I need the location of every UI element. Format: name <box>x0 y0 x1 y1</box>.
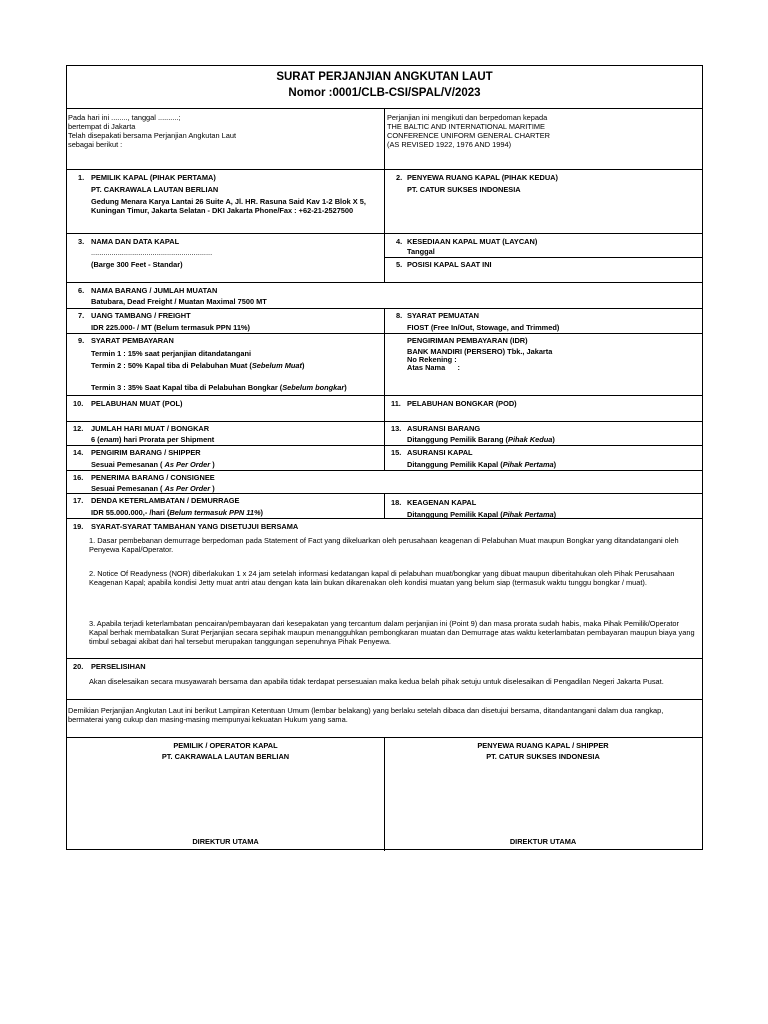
intro-right-2: THE BALTIC AND INTERNATIONAL MARITIME <box>387 122 545 131</box>
item-3-dots: ........................................................... <box>91 248 213 257</box>
item-1-label: PEMILIK KAPAL (PIHAK PERTAMA) <box>91 173 216 182</box>
item-18-value: Ditanggung Pemilik Kapal (Pihak Pertama) <box>407 510 557 519</box>
item-13-label: ASURANSI BARANG <box>407 424 481 433</box>
item-9-label: SYARAT PEMBAYARAN <box>91 336 174 345</box>
item-8-number: 8. <box>396 311 403 320</box>
document-number: Nomor :0001/CLB-CSI/SPAL/V/2023 <box>288 87 481 99</box>
row-parties <box>67 170 702 234</box>
item-20-number: 20. <box>73 662 84 671</box>
item-15-value: Ditanggung Pemilik Kapal (Pihak Pertama) <box>407 460 557 469</box>
row-additional-terms <box>67 519 702 659</box>
signature-row <box>67 738 702 851</box>
item-7-value: IDR 225.000- / MT (Belum termasuk PPN 11%) <box>91 323 250 332</box>
item-15-label: ASURANSI KAPAL <box>407 448 473 457</box>
item-1-company: PT. CAKRAWALA LAUTAN BERLIAN <box>91 185 219 194</box>
signature-left-company: PT. CAKRAWALA LAUTAN BERLIAN <box>161 752 290 761</box>
item-20-label: PERSELISIHAN <box>91 662 146 671</box>
row-shipper <box>67 446 702 471</box>
item-7-label: UANG TAMBANG / FREIGHT <box>91 311 191 320</box>
term-3: Termin 3 : 35% Saat Kapal tiba di Pelabuhan Bongkar (Sebelum bongkar) <box>91 383 347 392</box>
term-paragraph-2: 2. Notice Of Readyness (NOR) diberlakukan 1 x 24 jam setelah informasi kedatangan kapal di pelabuhan muat/bongkar yang dibuat maupun diberitahukan oleh Pihak Perusahaan Keagenan Kapal; apabila kondisi Jetty muat antri atau dengan kata lain bukan dikarenakan oleh kondisi muatan yang belum siap (termasuk waktu tunggu bongkar / muat). <box>89 569 675 587</box>
item-4-label: KESEDIAAN KAPAL MUAT (LAYCAN) <box>407 237 538 246</box>
item-14-value: Sesuai Pemesanan ( As Per Order ) <box>91 460 215 469</box>
row-ports <box>67 396 702 422</box>
signature-right-role: PENYEWA RUANG KAPAL / SHIPPER <box>477 741 609 750</box>
item-11-number: 11. <box>391 399 401 408</box>
row-dispute <box>67 659 702 700</box>
bank-label: PENGIRIMAN PEMBAYARAN (IDR) <box>407 336 528 345</box>
intro-left-2: bertempat di Jakarta <box>68 122 136 131</box>
signature-left-role: PEMILIK / OPERATOR KAPAL <box>173 741 278 750</box>
item-17-value: IDR 55.000.000,- /hari (Belum termasuk PPN 11%) <box>91 508 263 517</box>
item-4-value: Tanggal <box>407 247 435 256</box>
item-6-value: Batubara, Dead Freight / Muatan Maximal 7500 MT <box>91 297 267 306</box>
title-row <box>67 66 702 109</box>
item-5-number: 5. <box>396 260 403 269</box>
item-16-number: 16. <box>73 473 84 482</box>
item-1-address: Gedung Menara Karya Lantai 26 Suite A, Jl. HR. Rasuna Said Kav 1-2 Blok X 5, Kuningan Timur, Jakarta Selatan - DKI Jakarta Phone/Fax : +62-21-2527500 <box>91 197 366 215</box>
item-12-number: 12. <box>73 424 84 433</box>
item-3-label: NAMA DAN DATA KAPAL <box>91 237 180 246</box>
item-18-label: KEAGENAN KAPAL <box>407 498 477 507</box>
bank-account-name: Atas Nama : <box>407 363 460 372</box>
signature-left-title: DIREKTUR UTAMA <box>192 837 259 846</box>
item-3-number: 3. <box>78 237 85 246</box>
intro-left-3: Telah disepakati bersama Perjanjian Angkutan Laut <box>68 131 237 140</box>
item-18-number: 18. <box>391 498 402 507</box>
item-11-label: PELABUHAN BONGKAR (POD) <box>407 399 517 408</box>
item-19-label: SYARAT-SYARAT TAMBAHAN YANG DISETUJUI BERSAMA <box>91 522 299 531</box>
signature-right-title: DIREKTUR UTAMA <box>509 837 577 846</box>
document-title: SURAT PERJANJIAN ANGKUTAN LAUT <box>276 71 493 83</box>
item-8-value: FIOST (Free In/Out, Stowage, and Trimmed) <box>407 323 560 332</box>
signature-right-company: PT. CATUR SUKSES INDONESIA <box>486 752 600 761</box>
agreement-document <box>66 65 703 850</box>
item-17-number: 17. <box>73 496 84 505</box>
intro-row <box>67 109 702 170</box>
item-14-number: 14. <box>73 448 84 457</box>
item-9-number: 9. <box>78 336 85 345</box>
closing-row <box>67 700 702 738</box>
intro-left-4: sebagai berikut : <box>68 140 123 149</box>
item-7-number: 7. <box>78 311 85 320</box>
item-15-number: 15. <box>391 448 402 457</box>
item-13-value: Ditanggung Pemilik Barang (Pihak Kedua) <box>407 435 555 444</box>
bank-account: No Rekening : <box>407 355 457 364</box>
bank-name: BANK MANDIRI (PERSERO) Tbk., Jakarta <box>407 347 553 356</box>
row-cargo <box>67 283 702 309</box>
row-ship <box>67 234 702 283</box>
row-days <box>67 422 702 446</box>
item-10-number: 10. <box>73 399 84 408</box>
item-12-label: JUMLAH HARI MUAT / BONGKAR <box>91 424 210 433</box>
item-2-number: 2. <box>396 173 403 182</box>
row-consignee <box>67 471 702 494</box>
item-3-detail: (Barge 300 Feet - Standar) <box>91 260 183 269</box>
item-8-label: SYARAT PEMUATAN <box>407 311 479 320</box>
item-4-number: 4. <box>396 237 403 246</box>
term-paragraph-3: 3. Apabila terjadi keterlambatan pencairan/pembayaran dari kesepakatan yang tercantum dalam perjanjian ini (Point 9) dan masa prorata sudah habis, maka Pihak Pemilik/Operator Kapal berhak membatalkan Surat Perjanjian secara sepihak maupun menangguhkan pembongkaran muatan dan Demurrage atas waktu keterlambatan pembayaran maupun biaya yang timbul sebagai akibat dari hal tersebut merupakan tanggungan sepenuhnya Pihak Penyewa. <box>89 619 695 646</box>
dispute-text: Akan diselesaikan secara musyawarah bersama dan apabila tidak terdapat persesuaian maka kedua belah pihak setuju untuk diselesaikan di Pengadilan Negeri Jakarta Pusat. <box>89 677 664 686</box>
item-16-label: PENERIMA BARANG / CONSIGNEE <box>91 473 215 482</box>
intro-right-3: CONFERENCE UNIFORM GENERAL CHARTER <box>387 131 551 140</box>
intro-right-4: (AS REVISED 1922, 1976 AND 1994) <box>387 140 512 149</box>
item-19-number: 19. <box>73 522 84 531</box>
term-2: Termin 2 : 50% Kapal tiba di Pelabuhan Muat (Sebelum Muat) <box>91 361 305 370</box>
intro-right-1: Perjanjian ini mengikuti dan berpedoman kepada <box>387 113 548 122</box>
item-1-number: 1. <box>78 173 85 182</box>
item-6-label: NAMA BARANG / JUMLAH MUATAN <box>91 286 218 295</box>
item-2-label: PENYEWA RUANG KAPAL (PIHAK KEDUA) <box>407 173 558 182</box>
term-1: Termin 1 : 15% saat perjanjian ditandatangani <box>91 349 252 358</box>
item-6-number: 6. <box>78 286 85 295</box>
row-demurrage <box>67 494 702 519</box>
item-13-number: 13. <box>391 424 402 433</box>
item-12-value: 6 (enam) hari Prorata per Shipment <box>91 435 215 444</box>
item-2-company: PT. CATUR SUKSES INDONESIA <box>407 185 521 194</box>
item-10-label: PELABUHAN MUAT (POL) <box>91 399 183 408</box>
item-5-label: POSISI KAPAL SAAT INI <box>407 260 492 269</box>
item-17-label: DENDA KETERLAMBATAN / DEMURRAGE <box>91 496 240 505</box>
item-14-label: PENGIRIM BARANG / SHIPPER <box>91 448 201 457</box>
term-paragraph-1: 1. Dasar pembebanan demurrage berpedoman pada Statement of Fact yang dikeluarkan oleh perusahaan keagenan di Pelabuhan Muat maupun Bongkar yang ditandatangani oleh Penyewa Kapal/Operator. <box>89 536 679 554</box>
item-16-value: Sesuai Pemesanan ( As Per Order ) <box>91 484 215 493</box>
intro-left-1: Pada hari ini ........, tanggal ..........; <box>68 113 181 122</box>
row-freight <box>67 309 702 334</box>
closing-text: Demikian Perjanjian Angkutan Laut ini berikut Lampiran Ketentuan Umum (lembar belakang) yang berlaku setelah dibaca dan disetujui bersama, ditandantangani dalam dua rangkap, bermaterai yang cukup dan masing-masing mempunyai kekuatan Hukum yang sama. <box>68 706 664 724</box>
row-payment <box>67 334 702 396</box>
